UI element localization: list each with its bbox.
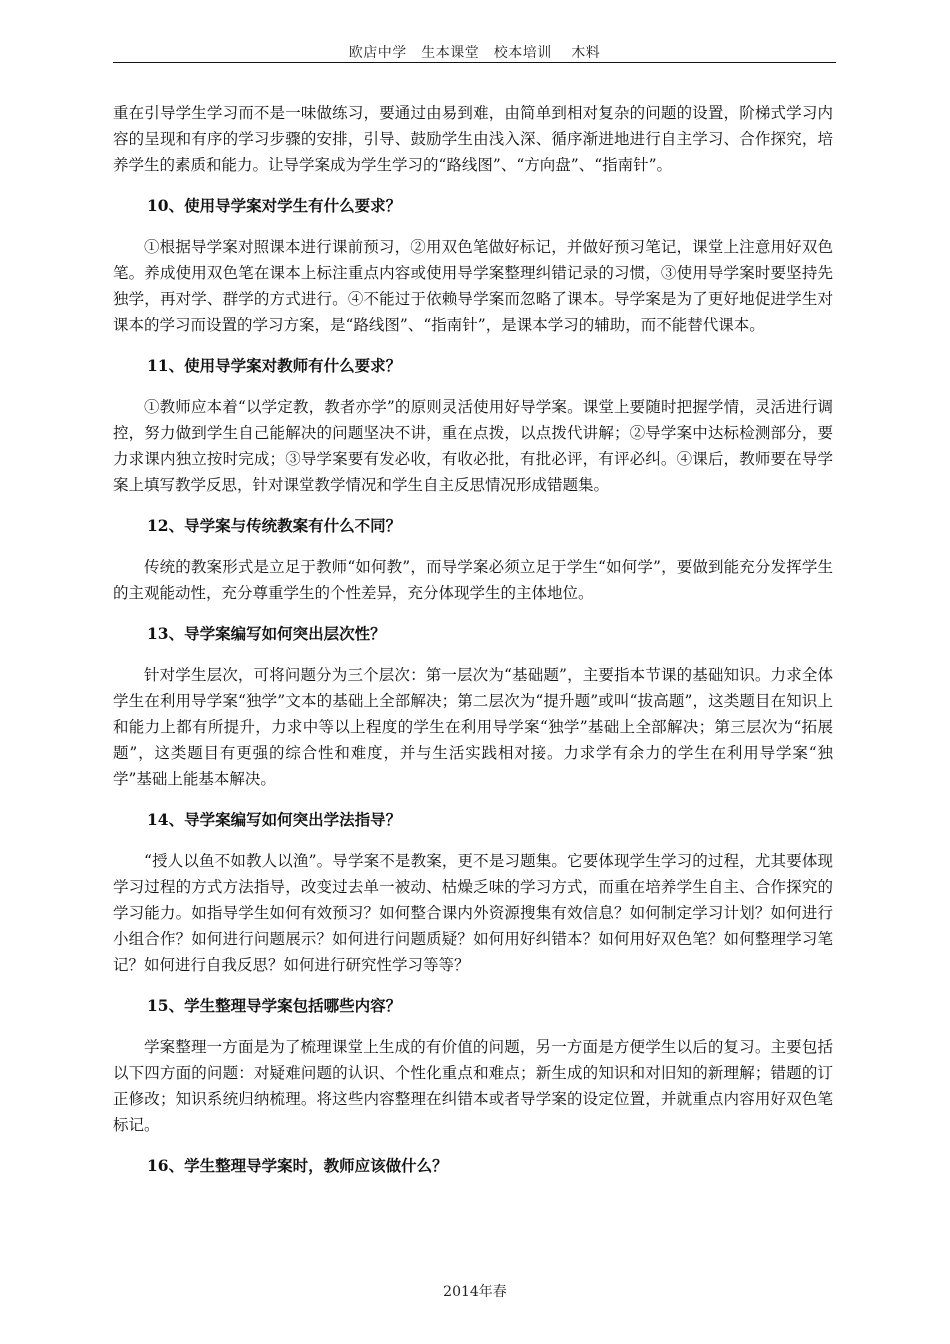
- section-heading-10: 10、使用导学案对学生有什么要求？: [147, 196, 402, 215]
- section-text-13: 针对学生层次，可将问题分为三个层次：第一层次为“基础题”，主要指本节课的基础知识。力求全体学生在利用导学案“独学”文本的基础上全部解决；第二层次为“提升题”或叫“拔高题”，这类题目在知识上和能力上都有所提升，力求中等以上程度的学生在利用导学案“独学”基础上全部解决；第三层次为“拓展题”，这类题目有更强的综合性和难度，并与生活实践相对接。力求学有余力的学生在利用导学案“独学”基础上能基本解决。: [113, 666, 833, 788]
- page-footer: 2014年春: [443, 1284, 507, 1300]
- section-heading-12: 12、导学案与传统教案有什么不同？: [147, 516, 402, 535]
- section-text-14: “授人以鱼不如教人以渔”。导学案不是教案，更不是习题集。它要体现学生学习的过程，尤其要体现学习过程的方式方法指导，改变过去单一被动、枯燥乏味的学习方式，而重在培养学生自主、合作探究的学习能力。如指导学生如何有效预习？如何整合课内外资源搜集有效信息？如何制定学习计划？如何进行小组合作？如何进行问题展示？如何进行问题质疑？如何用好纠错本？如何用好双色笔？如何整理学习笔记？如何进行自我反思？如何进行研究性学习等等？: [113, 852, 833, 974]
- intro-paragraph: 重在引导学生学习而不是一味做练习，要通过由易到难，由简单到相对复杂的问题的设置，阶梯式学习内容的呈现和有序的学习步骤的安排，引导、鼓励学生由浅入深、循序渐进地进行自主学习、合作探究，培养学生的素质和能力。让导学案成为学生学习的“路线图”、“方向盘”、“指南针”。: [113, 104, 833, 174]
- section-heading-11: 11、使用导学案对教师有什么要求？: [147, 356, 402, 375]
- page-content: [113, 100, 833, 1194]
- section-heading-15: 15、学生整理导学案包括哪些内容？: [147, 996, 402, 1015]
- section-text-12: 传统的教案形式是立足于教师“如何教”，而导学案必须立足于学生“如何学”，要做到能充分发挥学生的主观能动性，充分尊重学生的个性差异，充分体现学生的主体地位。: [113, 558, 833, 602]
- page-header: 欧店中学 生本课堂 校本培训 木料: [348, 45, 601, 61]
- section-text-11: ①教师应本着“以学定教，教者亦学”的原则灵活使用好导学案。课堂上要随时把握学情，灵活进行调控，努力做到学生自己能解决的问题坚决不讲，重在点拨，以点拨代讲解；②导学案中达标检测部分，要力求课内独立按时完成；③导学案要有发必收，有收必批，有批必评，有评必纠。④课后，教师要在导学案上填写教学反思，针对课堂教学情况和学生自主反思情况形成错题集。: [113, 398, 833, 494]
- section-heading-14: 14、导学案编写如何突出学法指导？: [147, 810, 402, 829]
- section-heading-13: 13、导学案编写如何突出层次性？: [147, 624, 386, 643]
- header-divider: [113, 62, 836, 63]
- section-text-15: 学案整理一方面是为了梳理课堂上生成的有价值的问题，另一方面是方便学生以后的复习。主要包括以下四方面的问题：对疑难问题的认识、个性化重点和难点；新生成的知识和对旧知的新理解；错题的订正修改；知识系统归纳梳理。将这些内容整理在纠错本或者导学案的设定位置，并就重点内容用好双色笔标记。: [113, 1038, 833, 1134]
- section-text-10: ①根据导学案对照课本进行课前预习，②用双色笔做好标记，并做好预习笔记，课堂上注意用好双色笔。养成使用双色笔在课本上标注重点内容或使用导学案整理纠错记录的习惯，③使用导学案时要坚持先独学，再对学、群学的方式进行。④不能过于依赖导学案而忽略了课本。导学案是为了更好地促进学生对课本的学习而设置的学习方案，是“路线图”、“指南针”，是课本学习的辅助，而不能替代课本。: [113, 238, 833, 334]
- section-heading-16: 16、学生整理导学案时，教师应该做什么？: [147, 1156, 448, 1175]
